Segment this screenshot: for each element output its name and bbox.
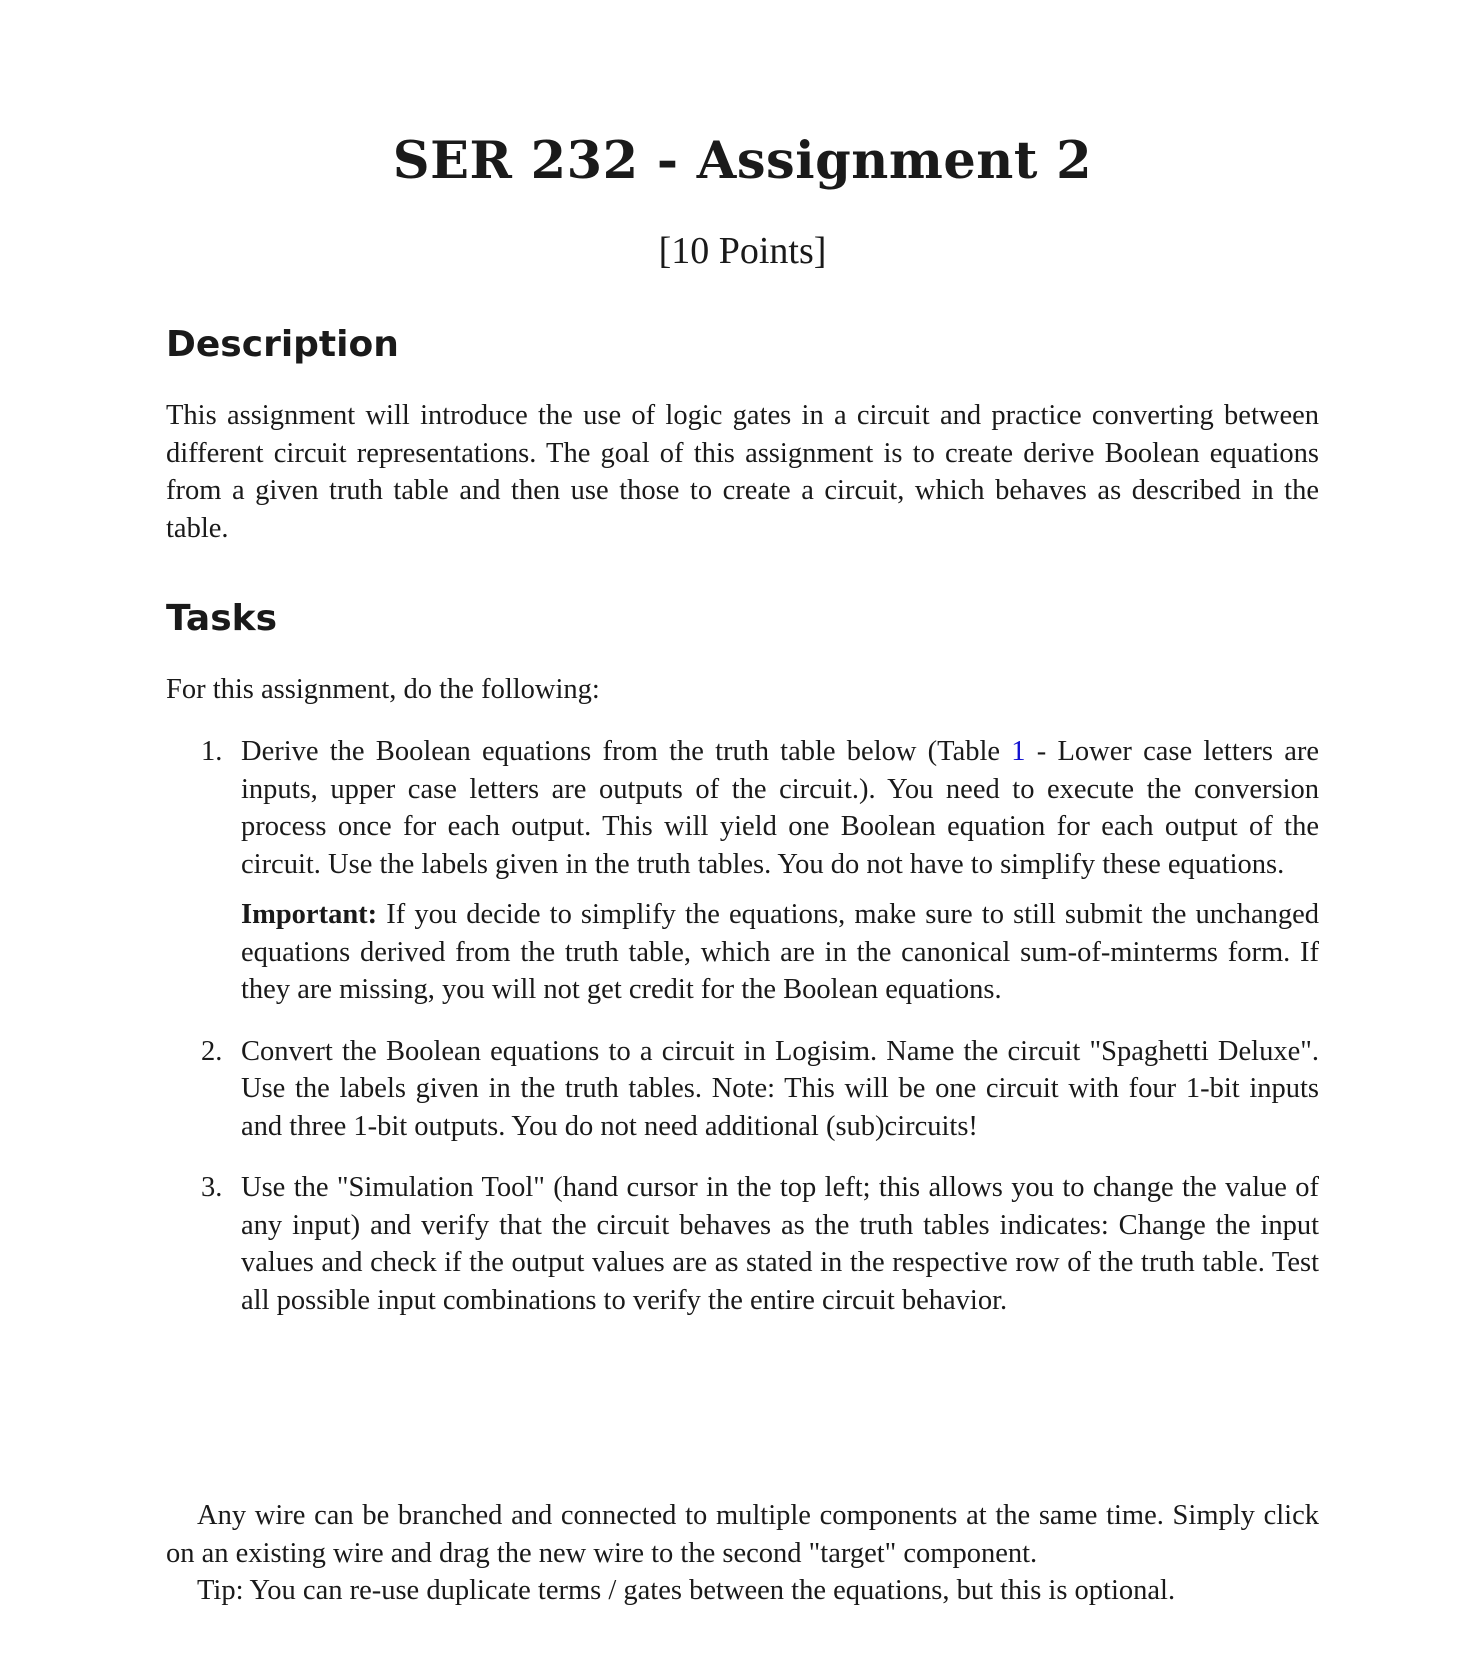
important-text: If you decide to simplify the equations, make sure to still submit the unchanged equations derived from the truth table, which are in the canonical sum-of-minterms form. If they are missing, you will not get credit for the Boolean equations.: [241, 899, 1319, 1005]
task-number: 1.: [201, 736, 223, 767]
tasks-heading: Tasks: [166, 598, 278, 639]
description-heading: Description: [166, 324, 399, 365]
task-3-text: Use the "Simulation Tool" (hand cursor in the top left; this allows you to change the value of any input) and verify that the circuit behaves as the truth tables indicates: Change the input values and check if the output values are as stated in the respective row of the truth table. Test all possible input combinations to verify the entire circuit behavior.: [241, 1172, 1319, 1316]
task-number: 2.: [201, 1035, 223, 1067]
closing-notes: [166, 1497, 1319, 1610]
task-list: [166, 733, 1319, 1343]
task-1-text: [241, 733, 1319, 883]
table-reference-link[interactable]: 1: [1011, 736, 1026, 767]
description-paragraph: This assignment will introduce the use of logic gates in a circuit and practice converting between different circuit representations. The goal of this assignment is to create derive Boolean equations from a given truth table and then use those to create a circuit, which behaves as described in the table.: [166, 400, 1319, 544]
task-1-important-note: [241, 896, 1319, 1009]
task-1-text-before: Derive the Boolean equations from the truth table below (Table: [241, 736, 1012, 767]
tip-note: Tip: You can re-use duplicate terms / gates between the equations, but this is optional.: [197, 1575, 1176, 1606]
important-label: Important:: [241, 899, 378, 930]
document-title: SER 232 - Assignment 2: [392, 131, 1093, 191]
task-item-3: [166, 1169, 1319, 1319]
tasks-intro: For this assignment, do the following:: [166, 674, 600, 705]
wire-branching-note: Any wire can be branched and connected to multiple components at the same time. Simply click on an existing wire and drag the new wire to the second "target" component.: [166, 1500, 1319, 1569]
task-1-text-after: - Lower case letters are inputs, upper case letters are outputs of the circuit.). You need to execute the conversion process once for each output. This will yield one Boolean equation for each output of the circuit. Use the labels given in the truth tables. You do not have to simplify these equations.: [241, 736, 1319, 880]
task-number: 3.: [201, 1172, 223, 1203]
points-label: [10 Points]: [658, 230, 827, 272]
task-item-2: [166, 1033, 1319, 1146]
task-2-text: Convert the Boolean equations to a circuit in Logisim. Name the circuit "Spaghetti Deluxe". Use the labels given in the truth tables. Note: This will be one circuit with four 1-bit inputs and three 1-bit outputs. You do not need additional (sub)circuits!: [241, 1035, 1319, 1142]
task-item-1: [166, 733, 1319, 1009]
